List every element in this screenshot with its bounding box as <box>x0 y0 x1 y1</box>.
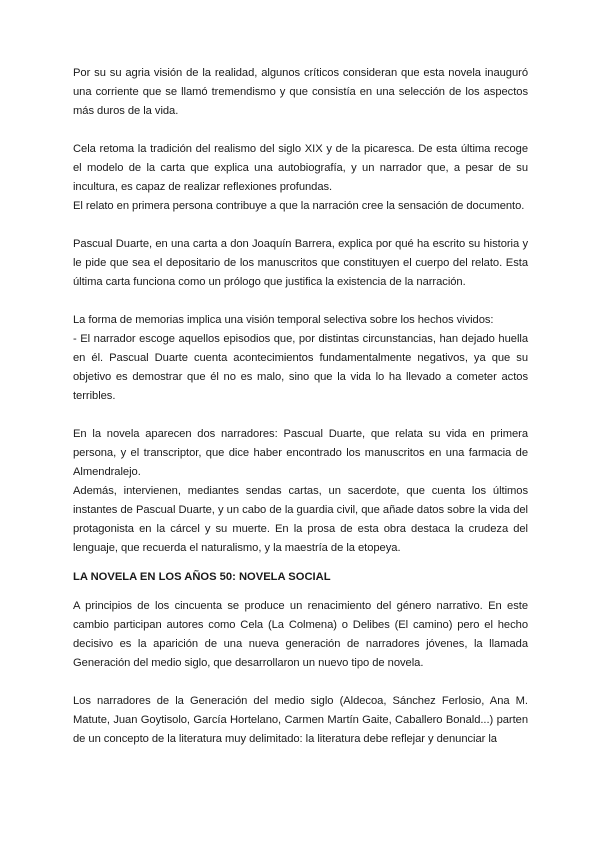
paragraph-cartas: Además, intervienen, mediantes sendas cartas, un sacerdote, que cuenta los últimos instantes de Pascual Duarte, y un cabo de la guardia civil, que añade datos sobre la vida del protagonista en la cárcel y su muerte. En la prosa de esta obra destaca la crudeza del lenguaje, que recuerda el naturalismo, y la maestría de la etopeya. <box>73 485 528 554</box>
paragraph-primera-persona: El relato en primera persona contribuye a que la narración cree la sensación de documento. <box>73 200 525 212</box>
section-heading-novela-social: LA NOVELA EN LOS AÑOS 50: NOVELA SOCIAL <box>73 571 331 583</box>
paragraph-tremendismo: Por su su agria visión de la realidad, algunos críticos consideran que esta novela inauguró una corriente que se llamó tremendismo y que consistía en una selección de los aspectos más duros de la vida. <box>73 67 528 117</box>
paragraph-forma-memorias: La forma de memorias implica una visión temporal selectiva sobre los hechos vividos: <box>73 314 494 326</box>
paragraph-generacion-medio-siglo: Los narradores de la Generación del medio siglo (Aldecoa, Sánchez Ferlosio, Ana M. Matute, Juan Goytisolo, García Hortelano, Carmen Martín Gaite, Caballero Bonald...) parten de un concepto de la literatura muy delimitado: la literatura debe reflejar y denunciar la <box>73 695 528 745</box>
paragraph-dos-narradores: En la novela aparecen dos narradores: Pascual Duarte, que relata su vida en primera persona, y el transcriptor, que dice haber encontrado los manuscritos en una farmacia de Almendralejo. <box>73 428 528 478</box>
paragraph-tradicion-realismo: Cela retoma la tradición del realismo del siglo XIX y de la picaresca. De esta última recoge el modelo de la carta que explica una autobiografía, y un narrador que, a pesar de su incultura, es capaz de realizar reflexiones profundas. <box>73 143 528 193</box>
paragraph-narrador-escoge: - El narrador escoge aquellos episodios que, por distintas circunstancias, han dejado huella en él. Pascual Duarte cuenta acontecimientos fundamentalmente negativos, ya que su objetivo es demostrar que él no es malo, sino que la vida lo ha llevado a cometer actos terribles. <box>73 333 528 402</box>
paragraph-renacimiento: A principios de los cincuenta se produce un renacimiento del género narrativo. En este cambio participan autores como Cela (La Colmena) o Delibes (El camino) pero el hecho decisivo es la aparición de una nueva generación de narradores jóvenes, la llamada Generación del medio siglo, que desarrollaron un nuevo tipo de novela. <box>73 600 528 669</box>
paragraph-carta-barrera: Pascual Duarte, en una carta a don Joaquín Barrera, explica por qué ha escrito su historia y le pide que sea el depositario de los manuscritos que constituyen el cuerpo del relato. Esta última carta funciona como un prólogo que justifica la existencia de la narración. <box>73 238 528 288</box>
